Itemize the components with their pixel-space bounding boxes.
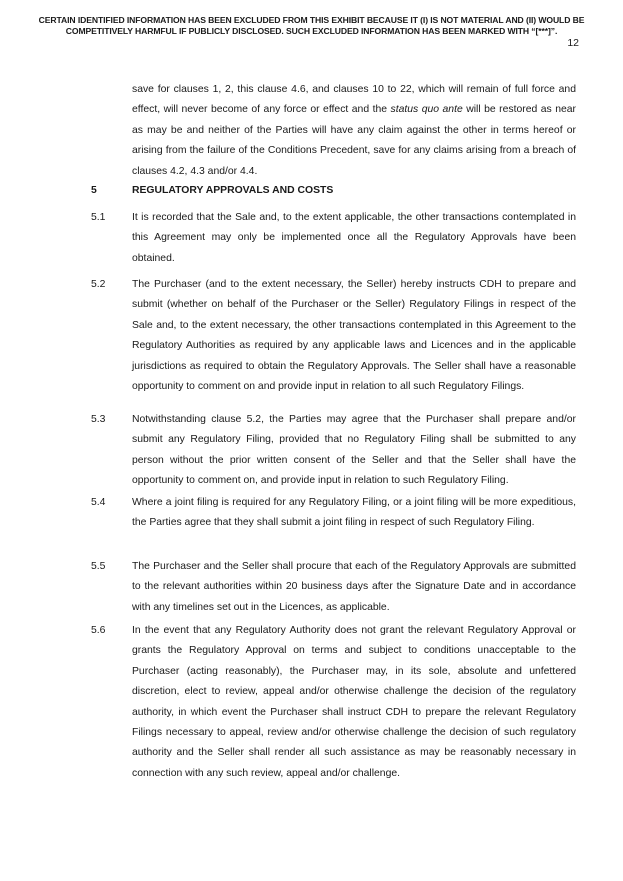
clause-number: 5.6: [91, 625, 106, 636]
clause-text: Notwithstanding clause 5.2, the Parties may agree that the Purchaser shall prepare and/or submit any Regulatory Filing, provided that no Regulatory Filing shall be submitted to any person without the prior written consent of the Seller and that the Seller shall have the opportunity to comment on, and provide input in relation to such Regulatory Filing.: [132, 414, 576, 487]
confidentiality-notice: CERTAIN IDENTIFIED INFORMATION HAS BEEN EXCLUDED FROM THIS EXHIBIT BECAUSE IT (I) IS NOT MATERIAL AND (II) WOULD BE COMPETITIVELY HARMFUL IF PUBLICLY DISCLOSED. SUCH EXCLUDED INFORMATION HAS BEEN MARKED WITH “[***]”.: [38, 15, 585, 36]
continuation-paragraph: [132, 80, 576, 182]
clause-number: 5.3: [91, 414, 106, 425]
clause-text: It is recorded that the Sale and, to the extent applicable, the other transactions contemplated in this Agreement may only be implemented once all the Regulatory Approvals have been obtained.: [132, 212, 576, 264]
continuation-text-end: will be restored as near as may be and neither of the Parties will have any claim against the other in terms hereof or arising from the failure of the Conditions Precedent, save for any claims arising from a breach of clauses 4.2, 4.3 and/or 4.4.: [132, 104, 576, 177]
clause-text: Where a joint filing is required for any Regulatory Filing, or a joint filing will be more expeditious, the Parties agree that they shall submit a joint filing in respect of such Regulatory Filing.: [132, 497, 576, 529]
clause-text: In the event that any Regulatory Authority does not grant the relevant Regulatory Approval or grants the Regulatory Approval on terms and subject to conditions unacceptable to the Purchaser (acting reasonably), the Purchaser may, in its sole, absolute and unfettered discretion, elect to review, appeal and/or otherwise challenge the decision of the regulatory authority, in which event the Purchaser shall instruct CDH to prepare the relevant Regulatory Filings necessary to appeal, review and/or otherwise challenge the decision of such regulatory authority and the Seller shall render all such assistance as may be reasonably necessary in connection with any such review, appeal and/or challenge.: [132, 625, 576, 779]
clause-number: 5.2: [91, 279, 106, 290]
clause-number: 5.1: [91, 212, 106, 223]
clause-number: 5.5: [91, 561, 106, 572]
page-number: 12: [567, 37, 579, 49]
section-title: REGULATORY APPROVALS AND COSTS: [132, 185, 334, 196]
continuation-text-start: save for clauses 1, 2, this clause 4.6, and clauses 10 to 22, which will remain of full force and effect, will never become of any force or effect and the: [132, 84, 576, 116]
clause-text: The Purchaser and the Seller shall procure that each of the Regulatory Approvals are submitted to the relevant authorities within 20 business days after the Signature Date and in accordance with any timelines set out in the Licences, as applicable.: [132, 561, 576, 613]
section-number: 5: [91, 185, 97, 196]
continuation-italic-term: status quo ante: [390, 104, 463, 116]
clause-text: The Purchaser (and to the extent necessary, the Seller) hereby instructs CDH to prepare and submit (whether on behalf of the Purchaser or the Seller) Regulatory Filings in respect of the Sale and, to the extent necessary, the other transactions contemplated in this Agreement to the Regulatory Authorities as required by any applicable laws and Licences and in the applicable jurisdictions as required to obtain the Regulatory Approvals. The Seller shall have a reasonable opportunity to comment on and provide input in relation to all such Regulatory Filings.: [132, 279, 576, 393]
clause-number: 5.4: [91, 497, 106, 508]
